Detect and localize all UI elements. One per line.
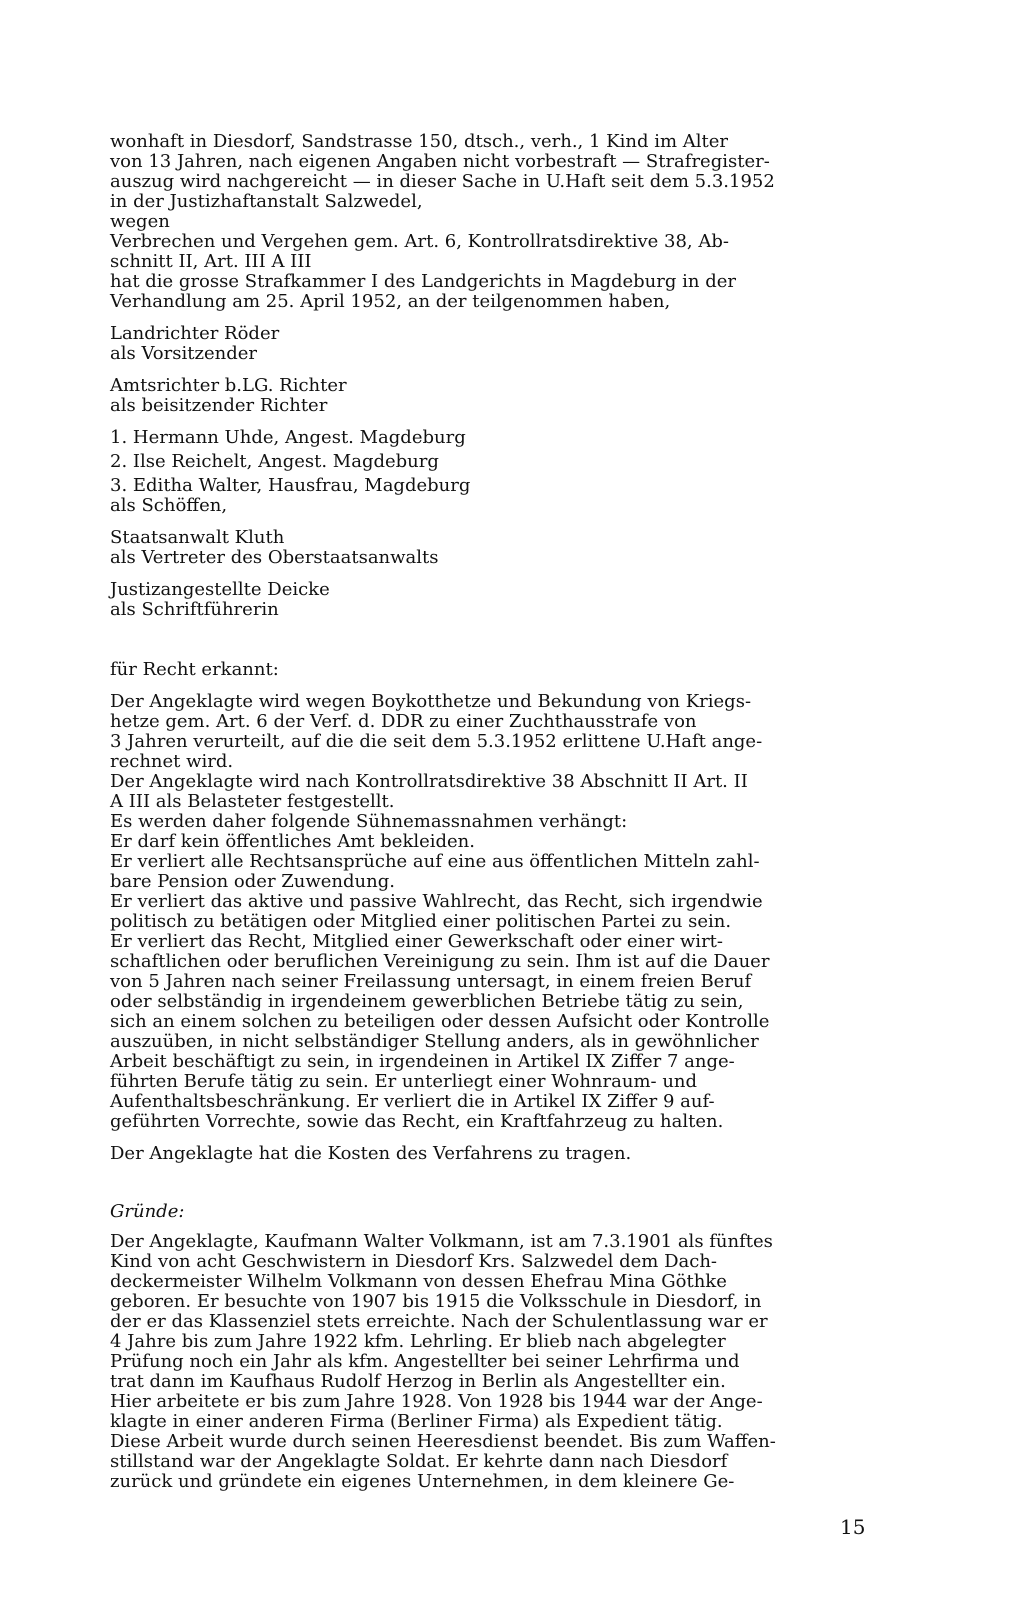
text-line: oder selbständig in irgendeinem gewerblichen Betriebe tätig zu sein, — [110, 991, 744, 1012]
participant-name: Landrichter Röder — [110, 323, 280, 344]
text-line: der er das Klassenziel stets erreichte. Nach der Schulentlassung war er — [110, 1311, 768, 1332]
text-line: zurück und gründete ein eigenes Unternehmen, in dem kleinere Ge- — [110, 1471, 735, 1492]
text-line: Er verliert das Recht, Mitglied einer Gewerkschaft oder einer wirt- — [110, 931, 723, 952]
text-line: 4 Jahre bis zum Jahre 1922 kfm. Lehrling. Er blieb nach abgelegter — [110, 1331, 726, 1352]
list-item: 1. Hermann Uhde, Angest. Magdeburg — [110, 427, 466, 448]
text-line: auszug wird nachgereicht — in dieser Sache in U.Haft seit dem 5.3.1952 — [110, 171, 775, 192]
participant-staatsanwalt — [110, 528, 862, 568]
text-line: sich an einem solchen zu beteiligen oder dessen Aufsicht oder Kontrolle — [110, 1011, 770, 1032]
text-line: rechnet wird. — [110, 751, 234, 772]
reasons-section — [110, 1232, 862, 1492]
verdict-heading: für Recht erkannt: — [110, 659, 279, 680]
text-line: Hier arbeitete er bis zum Jahre 1928. Von 1928 bis 1944 war der Ange- — [110, 1391, 763, 1412]
participant-name: Amtsrichter b.LG. Richter — [110, 375, 347, 396]
reasons-heading: Gründe: — [110, 1201, 185, 1222]
participant-role: als Schriftführerin — [110, 599, 279, 620]
text-line: schnitt II, Art. III A III — [110, 251, 312, 272]
text-line: Prüfung noch ein Jahr als kfm. Angestellter bei seiner Lehrfirma und — [110, 1351, 740, 1372]
text-line: hat die grosse Strafkammer I des Landgerichts in Magdeburg in der — [110, 271, 736, 292]
text-line: Kind von acht Geschwistern in Diesdorf Krs. Salzwedel dem Dach- — [110, 1251, 717, 1272]
text-line: stillstand war der Angeklagte Soldat. Er kehrte dann nach Diesdorf — [110, 1451, 728, 1472]
text-line: hetze gem. Art. 6 der Verf. d. DDR zu einer Zuchthausstrafe von — [110, 711, 697, 732]
text-line: Diese Arbeit wurde durch seinen Heeresdienst beendet. Bis zum Waffen- — [110, 1431, 776, 1452]
participant-schriftfuehrer — [110, 580, 862, 620]
text-line: trat dann im Kaufhaus Rudolf Herzog in Berlin als Angestellter ein. — [110, 1371, 726, 1392]
text-line: geboren. Er besuchte von 1907 bis 1915 die Volksschule in Diesdorf, in — [110, 1291, 762, 1312]
text-line: Der Angeklagte, Kaufmann Walter Volkmann, ist am 7.3.1901 als fünftes — [110, 1231, 773, 1252]
page-number: 15 — [840, 1515, 866, 1539]
text-line: Er darf kein öffentliches Amt bekleiden. — [110, 831, 476, 852]
text-line: schaftlichen oder beruflichen Vereinigung zu sein. Ihm ist auf die Dauer — [110, 951, 770, 972]
text-line: Er verliert alle Rechtsansprüche auf eine aus öffentlichen Mitteln zahl- — [110, 851, 760, 872]
text-line: Es werden daher folgende Sühnemassnahmen verhängt: — [110, 811, 628, 832]
participant-role: als Vorsitzender — [110, 343, 257, 364]
text-line: 3 Jahren verurteilt, auf die die seit dem 5.3.1952 erlittene U.Haft ange- — [110, 731, 763, 752]
text-line: von 5 Jahren nach seiner Freilassung untersagt, in einem freien Beruf — [110, 971, 752, 992]
text-line: wonhaft in Diesdorf, Sandstrasse 150, dtsch., verh., 1 Kind im Alter — [110, 131, 729, 152]
participant-name: Justizangestellte Deicke — [110, 579, 330, 600]
costs-line: Der Angeklagte hat die Kosten des Verfahrens zu tragen. — [110, 1143, 632, 1164]
text-line: Der Angeklagte wird nach Kontrollratsdirektive 38 Abschnitt II Art. II — [110, 771, 748, 792]
intro-section — [110, 132, 862, 312]
text-line: Arbeit beschäftigt zu sein, in irgendeinen in Artikel IX Ziffer 7 ange- — [110, 1051, 735, 1072]
text-line: Er verliert das aktive und passive Wahlrecht, das Recht, sich irgendwie — [110, 891, 763, 912]
text-line: wegen — [110, 211, 170, 232]
text-line: Aufenthaltsbeschränkung. Er verliert die in Artikel IX Ziffer 9 auf- — [110, 1091, 715, 1112]
text-line: auszuüben, in nicht selbständiger Stellung anders, als in gewöhnlicher — [110, 1031, 759, 1052]
list-item: 3. Editha Walter, Hausfrau, Magdeburg — [110, 475, 471, 496]
text-line: in der Justizhaftanstalt Salzwedel, — [110, 191, 423, 212]
participant-role: als Vertreter des Oberstaatsanwalts — [110, 547, 439, 568]
text-line: politisch zu betätigen oder Mitglied einer politischen Partei zu sein. — [110, 911, 732, 932]
participant-role: als beisitzender Richter — [110, 395, 328, 416]
participant-beisitzer — [110, 376, 862, 416]
text-line: Der Angeklagte wird wegen Boykotthetze und Bekundung von Kriegs- — [110, 691, 752, 712]
participant-name: Staatsanwalt Kluth — [110, 527, 285, 548]
document-page — [110, 132, 862, 1592]
text-line: Verbrechen und Vergehen gem. Art. 6, Kontrollratsdirektive 38, Ab- — [110, 231, 729, 252]
text-line: führten Berufe tätig zu sein. Er unterliegt einer Wohnraum- und — [110, 1071, 698, 1092]
text-line: bare Pension oder Zuwendung. — [110, 871, 395, 892]
text-line: Verhandlung am 25. April 1952, an der teilgenommen haben, — [110, 291, 671, 312]
text-line: deckermeister Wilhelm Volkmann von dessen Ehefrau Mina Göthke — [110, 1271, 727, 1292]
text-line: A III als Belasteter festgestellt. — [110, 791, 395, 812]
list-item: 2. Ilse Reichelt, Angest. Magdeburg — [110, 451, 439, 472]
verdict-section — [110, 692, 862, 1132]
text-line: klagte in einer anderen Firma (Berliner Firma) als Expedient tätig. — [110, 1411, 723, 1432]
schoeffen-list — [110, 428, 862, 516]
schoeffen-role: als Schöffen, — [110, 495, 228, 516]
participant-vorsitzender — [110, 324, 862, 364]
text-line: geführten Vorrechte, sowie das Recht, ein Kraftfahrzeug zu halten. — [110, 1111, 724, 1132]
text-line: von 13 Jahren, nach eigenen Angaben nicht vorbestraft — Strafregister- — [110, 151, 770, 172]
